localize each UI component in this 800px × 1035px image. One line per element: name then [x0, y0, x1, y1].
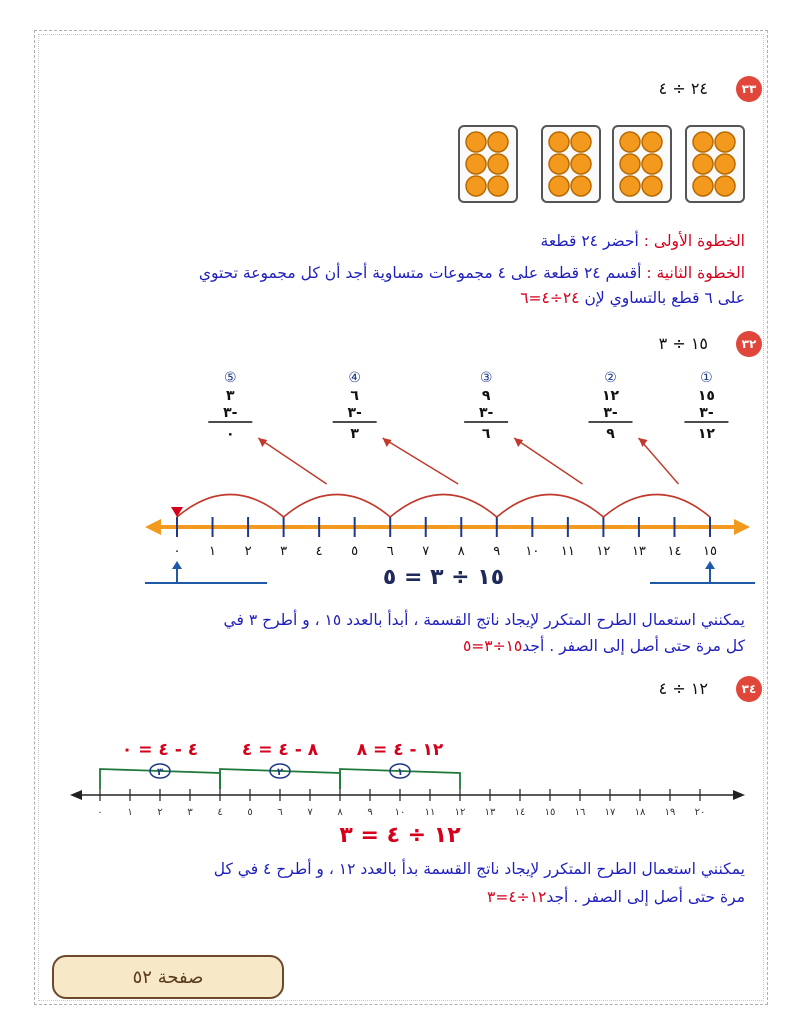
step-subtrahend: ٣- — [347, 405, 362, 421]
step2-text2: على ٦ قطع بالتساوي لإن — [579, 289, 745, 307]
hop-arrowhead — [171, 507, 183, 517]
number-line-figure-1 — [145, 360, 755, 595]
number-line-figure-2 — [70, 710, 750, 845]
step-number: ④ — [348, 370, 361, 386]
step-result: ٠ — [226, 426, 235, 442]
explain2-line1: يمكنني استعمال الطرح المتكرر لإيجاد ناتج القسمة بدأ بالعدد ١٢ ، و أطرح ٤ في كل — [213, 860, 745, 878]
step-number: ⑤ — [224, 370, 237, 386]
tick-label: ٧ — [307, 807, 313, 818]
tick-label: ٤ — [217, 807, 223, 818]
step2-text: أقسم ٢٤ قطعة على ٤ مجموعات متساوية أجد أن كل مجموعة تحتوي — [198, 264, 647, 282]
explain1-line1: يمكنني استعمال الطرح المتكرر لإيجاد ناتج القسمة ، أبدأ بالعدد ١٥ ، و أطرح ٣ في — [223, 611, 745, 629]
explain2-equation: ١٢÷٤=٣ — [487, 888, 547, 906]
counter-group — [541, 125, 601, 203]
explain2-line2 — [487, 888, 745, 906]
subtraction-label: ٨ - ٤ = ٤ — [241, 740, 319, 760]
counter-chip — [571, 132, 591, 152]
counter-chip — [715, 132, 735, 152]
counter-chip — [466, 154, 486, 174]
counter-chip — [620, 154, 640, 174]
tick-label: ٩ — [493, 544, 501, 559]
step-arrow — [383, 438, 458, 484]
step-number: ② — [604, 370, 617, 386]
step2-label: الخطوة الثانية : — [646, 264, 745, 282]
counter-chip — [466, 176, 486, 196]
counter-chip — [549, 176, 569, 196]
problem-expression: ١٢ ÷ ٤ — [658, 679, 708, 698]
arrow-right-icon — [733, 790, 745, 800]
problem-badge: ٣٢ — [736, 331, 762, 357]
explain1-text: كل مرة حتى أصل إلى الصفر . أجد — [522, 637, 745, 655]
tick-label: ٠ — [173, 544, 181, 559]
problem-expression: ١٥ ÷ ٣ — [658, 334, 708, 353]
tick-label: ١٤ — [667, 544, 682, 559]
step-subtrahend: ٣- — [478, 405, 494, 421]
step2-line2 — [520, 289, 745, 307]
counter-chip — [620, 132, 640, 152]
tick-label: ٣ — [280, 544, 288, 559]
counter-chip — [488, 176, 508, 196]
counter-chip — [488, 132, 508, 152]
tick-label: ٩ — [367, 807, 373, 818]
step-arrow — [258, 438, 326, 484]
counter-chip — [620, 176, 640, 196]
explain1-equation: ١٥÷٣=٥ — [462, 637, 523, 655]
step1-line — [541, 232, 745, 250]
arrow-left-icon — [70, 790, 82, 800]
tick-label: ٦ — [277, 807, 283, 818]
page-number-box — [52, 955, 284, 999]
tick-label: ١١ — [424, 807, 436, 818]
tick-label: ٢ — [244, 544, 252, 559]
step2-line — [199, 264, 745, 282]
counter-chip — [715, 176, 735, 196]
counter-chip — [715, 154, 735, 174]
hop-arc — [390, 495, 497, 518]
counter-group — [612, 125, 672, 203]
step-number: ① — [700, 370, 713, 386]
tick-label: ١٢ — [454, 807, 466, 818]
group-index: ٣ — [156, 767, 164, 778]
page-number: صفحة ٥٢ — [132, 966, 204, 988]
step-minuend: ٩ — [481, 388, 491, 404]
step1-label: الخطوة الأولى : — [643, 232, 745, 250]
tick-label: ٥ — [247, 807, 253, 818]
subtraction-label: ١٢ - ٤ = ٨ — [356, 740, 444, 760]
step-subtrahend: ٣- — [223, 405, 238, 421]
arrow-left-icon — [145, 519, 161, 535]
result-equation: ١٢ ÷ ٤ = ٣ — [339, 823, 461, 845]
step-subtrahend: ٣- — [603, 405, 618, 421]
counter-chip — [571, 154, 591, 174]
counter-chip — [642, 132, 662, 152]
problem-badge: ٣٣ — [736, 76, 762, 102]
tick-label: ٤ — [315, 544, 323, 559]
counter-chip — [549, 132, 569, 152]
step-minuend: ١٥ — [697, 388, 715, 404]
group-index: ١ — [396, 767, 404, 778]
tick-label: ٨ — [457, 544, 465, 559]
counter-chip — [642, 154, 662, 174]
hop-arc — [177, 495, 284, 518]
tick-label: ٢ — [157, 807, 163, 818]
step-arrow — [514, 438, 582, 484]
tick-label: ١٠ — [394, 807, 406, 818]
counter-chip — [549, 154, 569, 174]
step-arrow — [639, 438, 679, 484]
step-minuend: ٦ — [350, 388, 359, 404]
step-arrowhead — [639, 438, 648, 447]
tick-label: ٣ — [187, 807, 193, 818]
counter-chip — [693, 154, 713, 174]
tick-label: ١٢ — [596, 544, 611, 559]
problem-expression: ٢٤ ÷ ٤ — [658, 79, 708, 98]
tick-label: ١٧ — [604, 807, 616, 818]
tick-label: ٦ — [386, 544, 394, 559]
step-result: ٣ — [350, 426, 359, 442]
step-number: ③ — [479, 370, 493, 386]
tick-label: ١٤ — [514, 807, 526, 818]
counter-chip — [693, 132, 713, 152]
tick-label: ١٠ — [525, 544, 540, 559]
pointer-arrow-icon — [705, 561, 715, 569]
tick-label: ١١ — [560, 544, 575, 559]
tick-label: ١٦ — [574, 807, 586, 818]
hop-arc — [497, 495, 604, 518]
step-result: ٩ — [606, 426, 615, 442]
tick-label: ٠ — [97, 807, 103, 818]
counter-chip — [466, 132, 486, 152]
tick-label: ٢٠ — [694, 807, 706, 818]
counter-group — [458, 125, 518, 203]
counter-chip — [488, 154, 508, 174]
step-minuend: ١٢ — [601, 388, 620, 404]
subtraction-label: ٤ - ٤ = ٠ — [121, 740, 199, 760]
tick-label: ١ — [127, 807, 133, 818]
tick-label: ٧ — [422, 544, 430, 559]
hop-arc — [284, 495, 391, 518]
tick-label: ١٣ — [631, 544, 646, 559]
tick-label: ٨ — [337, 807, 343, 818]
step-result: ١٢ — [697, 426, 715, 442]
explain2-text: مرة حتى أصل إلى الصفر . أجد — [546, 888, 745, 906]
step1-text: أحضر ٢٤ قطعة — [540, 232, 644, 250]
tick-label: ١٥ — [544, 807, 556, 818]
hop-arc — [603, 495, 710, 518]
step-result: ٦ — [481, 426, 491, 442]
problem-badge: ٣٤ — [736, 676, 762, 702]
pointer-arrow-icon — [172, 561, 182, 569]
tick-label: ١٥ — [703, 544, 717, 559]
step-subtrahend: ٣- — [699, 405, 714, 421]
counter-chip — [571, 176, 591, 196]
arrow-right-icon — [734, 519, 750, 535]
counter-chip — [693, 176, 713, 196]
tick-label: ١ — [209, 544, 217, 559]
counter-group — [685, 125, 745, 203]
tick-label: ١٨ — [634, 807, 646, 818]
counter-chip — [642, 176, 662, 196]
group-index: ٢ — [276, 767, 284, 778]
result-equation: ١٥ ÷ ٣ = ٥ — [382, 565, 505, 590]
explain1-line2 — [463, 637, 745, 655]
tick-label: ١٣ — [484, 807, 496, 818]
tick-label: ١٩ — [664, 807, 676, 818]
step2-equation: ٢٤÷٤=٦ — [520, 289, 580, 307]
tick-label: ٥ — [351, 544, 359, 559]
step-minuend: ٣ — [226, 388, 235, 404]
